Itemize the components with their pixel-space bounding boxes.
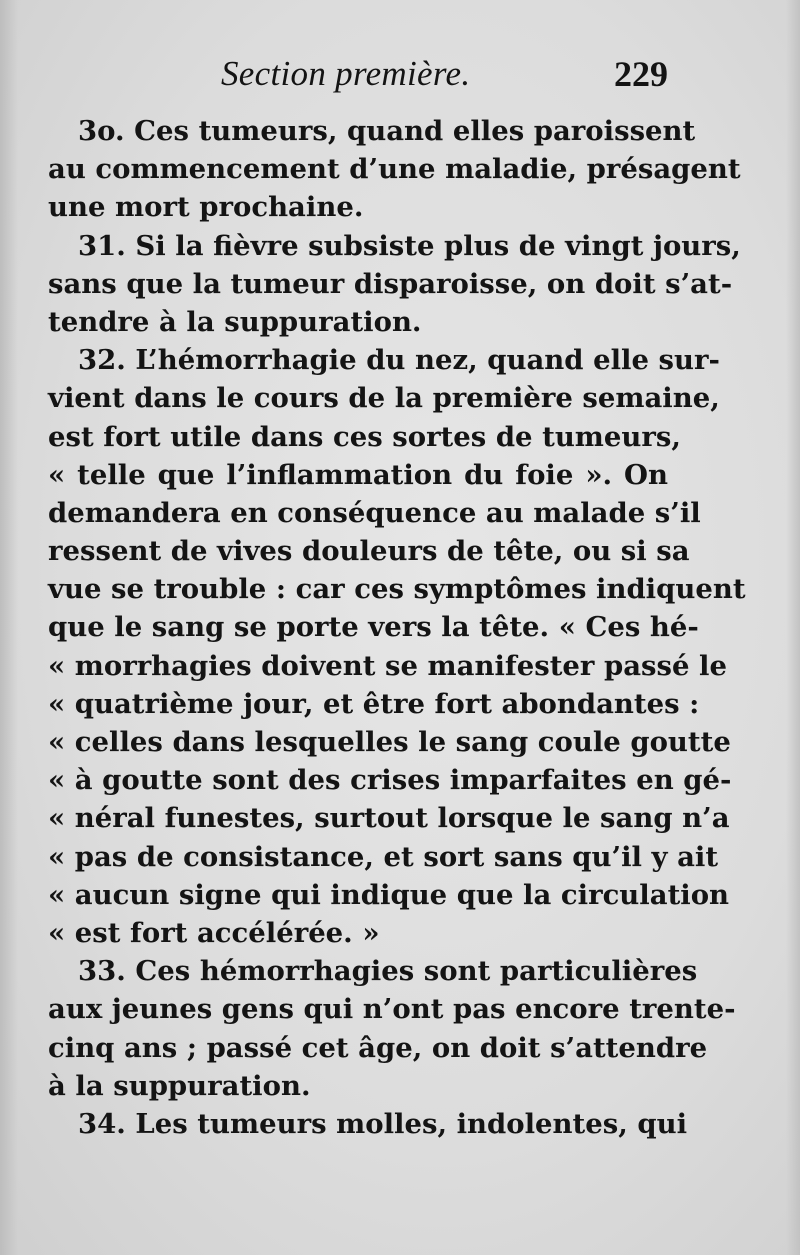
paragraph-32-line: « pas de consistance, et sort sans qu’il y ait (48, 840, 719, 873)
paragraph-33-line: cinq ans ; passé cet âge, on doit s’attendre (48, 1031, 708, 1064)
paragraph-33-line: à la suppuration. (48, 1069, 311, 1102)
page-edge-shadow-left (0, 0, 18, 1255)
paragraph-30-line: une mort prochaine. (48, 191, 364, 224)
paragraph-31-line: tendre à la suppuration. (48, 305, 422, 338)
paragraph-32-line: « néral funestes, surtout lorsque le sang n’a (48, 802, 730, 835)
paragraph-33-line: 33. Ces hémorrhagies sont particulières (78, 955, 698, 988)
section-title: Section première. (221, 54, 471, 93)
paragraph-32-line: est fort utile dans ces sortes de tumeurs, (48, 420, 681, 453)
page-number: 229 (614, 54, 668, 94)
paragraph-32-line: « morrhagies doivent se manifester passé le (48, 649, 727, 682)
paragraph-30-line: au commencement d’une maladie, présagent (48, 153, 741, 186)
paragraph-31-line: sans que la tumeur disparoisse, on doit s’at- (48, 267, 733, 300)
paragraph-32-line: que le sang se porte vers la tête. « Ces hé- (48, 611, 699, 644)
paragraph-32-line: ressent de vives douleurs de tête, ou si sa (48, 535, 690, 568)
paragraph-32-line: demandera en conséquence au malade s’il (48, 496, 701, 529)
running-head (48, 46, 668, 102)
paragraph-32-line: « quatrième jour, et être fort abondantes : (48, 687, 700, 720)
page-edge-shadow-right (786, 0, 800, 1255)
paragraph-32-line: « à goutte sont des crises imparfaites en gé- (48, 764, 732, 797)
paragraph-32-line: « celles dans lesquelles le sang coule goutte (48, 726, 731, 758)
paragraph-32-line: vient dans le cours de la première semaine, (48, 382, 720, 415)
paragraph-33-line: aux jeunes gens qui n’ont pas encore trente- (48, 993, 736, 1026)
paragraph-32-line: vue se trouble : car ces symptômes indiquent (48, 573, 746, 606)
paragraph-32-line: « est fort accélérée. » (48, 916, 380, 949)
paragraph-32-line: 32. L’hémorrhagie du nez, quand elle sur- (78, 344, 720, 377)
body-text (48, 112, 746, 1143)
paragraph-31-line: 31. Si la fièvre subsiste plus de vingt jours, (78, 229, 741, 262)
paragraph-34-line: 34. Les tumeurs molles, indolentes, qui (78, 1107, 688, 1140)
paragraph-32-line: « telle que l’inflammation du foie ». On (48, 458, 668, 491)
paragraph-30-line: 3o. Ces tumeurs, quand elles paroissent (78, 115, 696, 147)
paragraph-32-line: « aucun signe qui indique que la circulation (48, 878, 730, 911)
